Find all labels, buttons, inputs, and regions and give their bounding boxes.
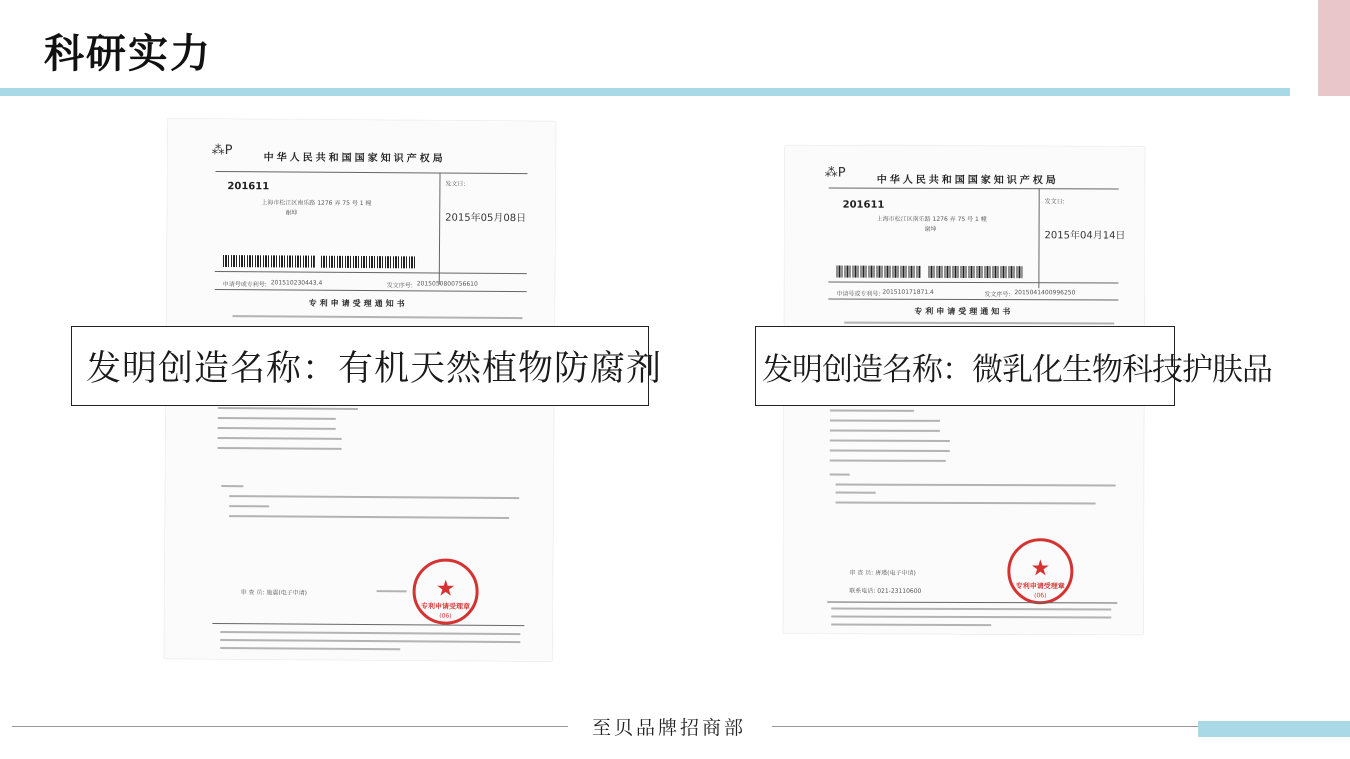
issue-date: 2015年04月14日 xyxy=(1044,230,1126,242)
seal-text: 专利申请受理章 xyxy=(420,602,471,611)
barcode-icon xyxy=(928,266,1022,278)
invention-name: 发明创造名称：有机天然植物防腐剂 xyxy=(86,349,663,389)
barcode-icon xyxy=(836,266,920,278)
serial-number: 2015041400996250 xyxy=(1014,289,1076,297)
examiner: 审 查 员: 唐瑾(电子申请) xyxy=(849,569,916,577)
cnipa-logo-icon: ⁂P xyxy=(824,165,846,181)
recipient-address: 上海市松江区南乐路 1276 弄 75 号 1 幢 xyxy=(261,199,372,208)
agency-name: 中华人民共和国国家知识产权局 xyxy=(876,174,1059,187)
notice-title: 专利申请受理通知书 xyxy=(308,298,408,309)
issue-date: 2015年05月08日 xyxy=(445,212,527,225)
recipient-name: 谢坤 xyxy=(285,209,298,217)
seal-number: (06) xyxy=(439,612,452,620)
recipient-address: 上海市松江区南乐路 1276 弄 75 号 1 幢 xyxy=(876,215,987,224)
star-icon: ★ xyxy=(435,576,456,602)
serial-number: 2015050800756610 xyxy=(416,280,478,288)
application-number-label: 申请号或专利号: xyxy=(836,290,881,298)
footer-accent-bar xyxy=(1198,721,1350,737)
footer-brand-text: 至贝品牌招商部 xyxy=(591,717,746,739)
invention-name-callout-right xyxy=(755,326,1272,406)
recipient-name: 谢坤 xyxy=(924,225,937,233)
barcode-icon xyxy=(321,256,417,269)
agency-name: 中华人民共和国国家知识产权局 xyxy=(263,152,446,165)
zip-code: 201611 xyxy=(842,199,885,211)
application-number-label: 申请号或专利号: xyxy=(222,281,267,289)
contact-phone: 联系电话: 021-23110600 xyxy=(849,587,922,595)
notice-title: 专利申请受理通知书 xyxy=(914,306,1014,317)
seal-text: 专利申请受理章 xyxy=(1015,582,1065,591)
date-label: 发文日: xyxy=(1044,198,1065,206)
page-title: 科研实力 xyxy=(44,30,212,77)
seal-number: (06) xyxy=(1034,592,1047,600)
zip-code: 201611 xyxy=(227,181,270,193)
serial-label: 发文序号: xyxy=(386,282,413,290)
official-seal xyxy=(412,558,478,624)
invention-name: 发明创造名称：微乳化生物科技护肤品 xyxy=(762,351,1272,388)
date-label: 发文日: xyxy=(445,180,466,188)
official-seal xyxy=(1007,538,1073,604)
invention-name-callout-left xyxy=(71,326,663,406)
cnipa-logo-icon: ⁂P xyxy=(211,142,233,159)
title-underline-bar xyxy=(0,88,1290,96)
star-icon: ★ xyxy=(1030,556,1051,582)
barcode-icon xyxy=(223,255,315,268)
application-number: 201510230443.4 xyxy=(270,279,323,287)
corner-accent-block xyxy=(1318,0,1350,96)
serial-label: 发文序号: xyxy=(984,291,1011,299)
examiner: 审 查 员: 施震(电子申请) xyxy=(240,589,308,597)
footer-divider-left xyxy=(12,726,568,727)
application-number: 201510171871.4 xyxy=(882,288,934,296)
